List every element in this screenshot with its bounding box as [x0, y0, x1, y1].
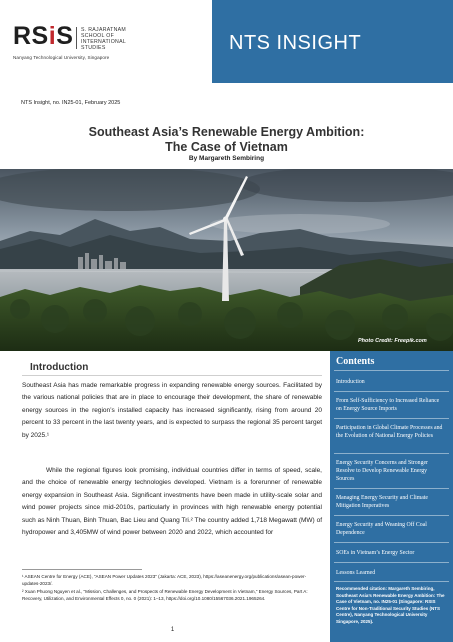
- logo-wordmark: RSiS: [13, 22, 74, 50]
- toc-item-global-climate[interactable]: Participation in Global Climate Processes and the Evolution of National Energy Policies: [336, 425, 443, 439]
- toc-divider: [334, 542, 449, 543]
- rsis-logo[interactable]: [13, 24, 73, 49]
- series-title: NTS INSIGHT: [229, 32, 362, 54]
- logo-divider: [76, 27, 77, 49]
- recommended-citation: Recommended citation: Margareth Sembiring, Southeast Asia’s Renewable Energy Ambition: The Case of Vietnam, no. IN25-01 (Singapore: RSIS Centre for Non-Traditional Security Studies (NTS Centre), Nanyang Technological University Singapore, 2025).: [336, 586, 445, 624]
- logo-school-name: S. RAJARATNAM SCHOOL OF INTERNATIONAL STUDIES: [81, 27, 127, 51]
- article-title-line1: Southeast Asia’s Renewable Energy Ambition:: [88, 125, 365, 139]
- toc-item-self-sufficiency[interactable]: From Self-Sufficiency to Increased Reliance on Energy Source Imports: [336, 398, 440, 412]
- toc-item-energy-security-concerns[interactable]: Energy Security Concerns and Stronger Resolve to Develop Renewable Energy Sources: [336, 460, 428, 482]
- toc-divider: [334, 581, 449, 582]
- toc-item-weaning-off-coal[interactable]: Energy Security and Weaning Off Coal Dependence: [336, 522, 427, 536]
- toc-item-managing-energy-security[interactable]: Managing Energy Security and Climate Mitigation Imperatives: [336, 495, 428, 509]
- toc-divider: [334, 515, 449, 516]
- intro-paragraph-2: While the regional figures look promising, individual countries differ in terms of speed, scale, and the choice of renewable energy technologies developed. Vietnam is a forerunner of renewable energy expansion in Southeast Asia. Significant investments have been made in utility-scale solar and wind power projects since mid-2010s, particularly in provinces with high renewable energy potential such as Ninh Thuan, Binh Thuan, Bac Lieu and Quang Tri.² The country added 1,718 Megawatt (MW) of hydropower and 3,405MW of wind power between 2020 and 2022, which accounted for: [22, 467, 322, 537]
- section-divider: [22, 375, 322, 376]
- wind-turbine-landscape-image: [0, 169, 453, 351]
- contents-heading: Contents: [336, 356, 375, 367]
- footnote-divider: [22, 569, 142, 570]
- issue-line: NTS Insight, no. IN25-01, February 2025: [21, 100, 121, 106]
- toc-divider: [334, 391, 449, 392]
- intro-paragraph-1: Southeast Asia has made remarkable progress in expanding renewable energy sources. Facilitated by the various national policies that are in place to encourage their development, the share of renewable energy sources in the region’s installed capacity has increased significantly, rising from around 20 percent to 33 percent in the last twenty years, and is expected to surpass the regional 35 percent target by 2025.¹: [22, 382, 322, 439]
- cover-photo: [0, 169, 453, 351]
- contents-divider: [334, 370, 449, 371]
- toc-divider: [334, 418, 449, 419]
- toc-divider: [334, 453, 449, 454]
- logo-university: Nanyang Technological University, Singapore: [13, 55, 110, 60]
- section-heading-introduction: Introduction: [30, 362, 89, 373]
- toc-item-introduction[interactable]: Introduction: [336, 379, 365, 385]
- footnote-2: ² Xuan Phuong Nguyen et al., “Mission, Challenges, and Prospects of Renewable Energy Development in Vietnam,” Energy Sources, Part A: Recovery, Utilization, and Environmental Effects 0, no. 0 (2021): 1–13, https://doi.org/10.1080/15567036.2021.1965264.: [22, 589, 308, 601]
- toc-divider: [334, 562, 449, 563]
- byline: By Margareth Sembiring: [188, 155, 265, 162]
- photo-credit: Photo Credit: Freepik.com: [358, 338, 427, 344]
- page-number: 1: [170, 627, 175, 633]
- toc-item-soes[interactable]: SOEs in Vietnam’s Energy Sector: [336, 550, 415, 556]
- footnote-1: ¹ ASEAN Centre for Energy (ACE), “ASEAN Power Updates 2023” (Jakarta: ACE, 2023), https://aseanenergy.org/publications/asean-power-updates-2023/.: [22, 574, 307, 586]
- toc-item-lessons-learned[interactable]: Lessons Learned: [336, 570, 376, 576]
- toc-divider: [334, 488, 449, 489]
- article-title-line2: The Case of Vietnam: [165, 140, 288, 154]
